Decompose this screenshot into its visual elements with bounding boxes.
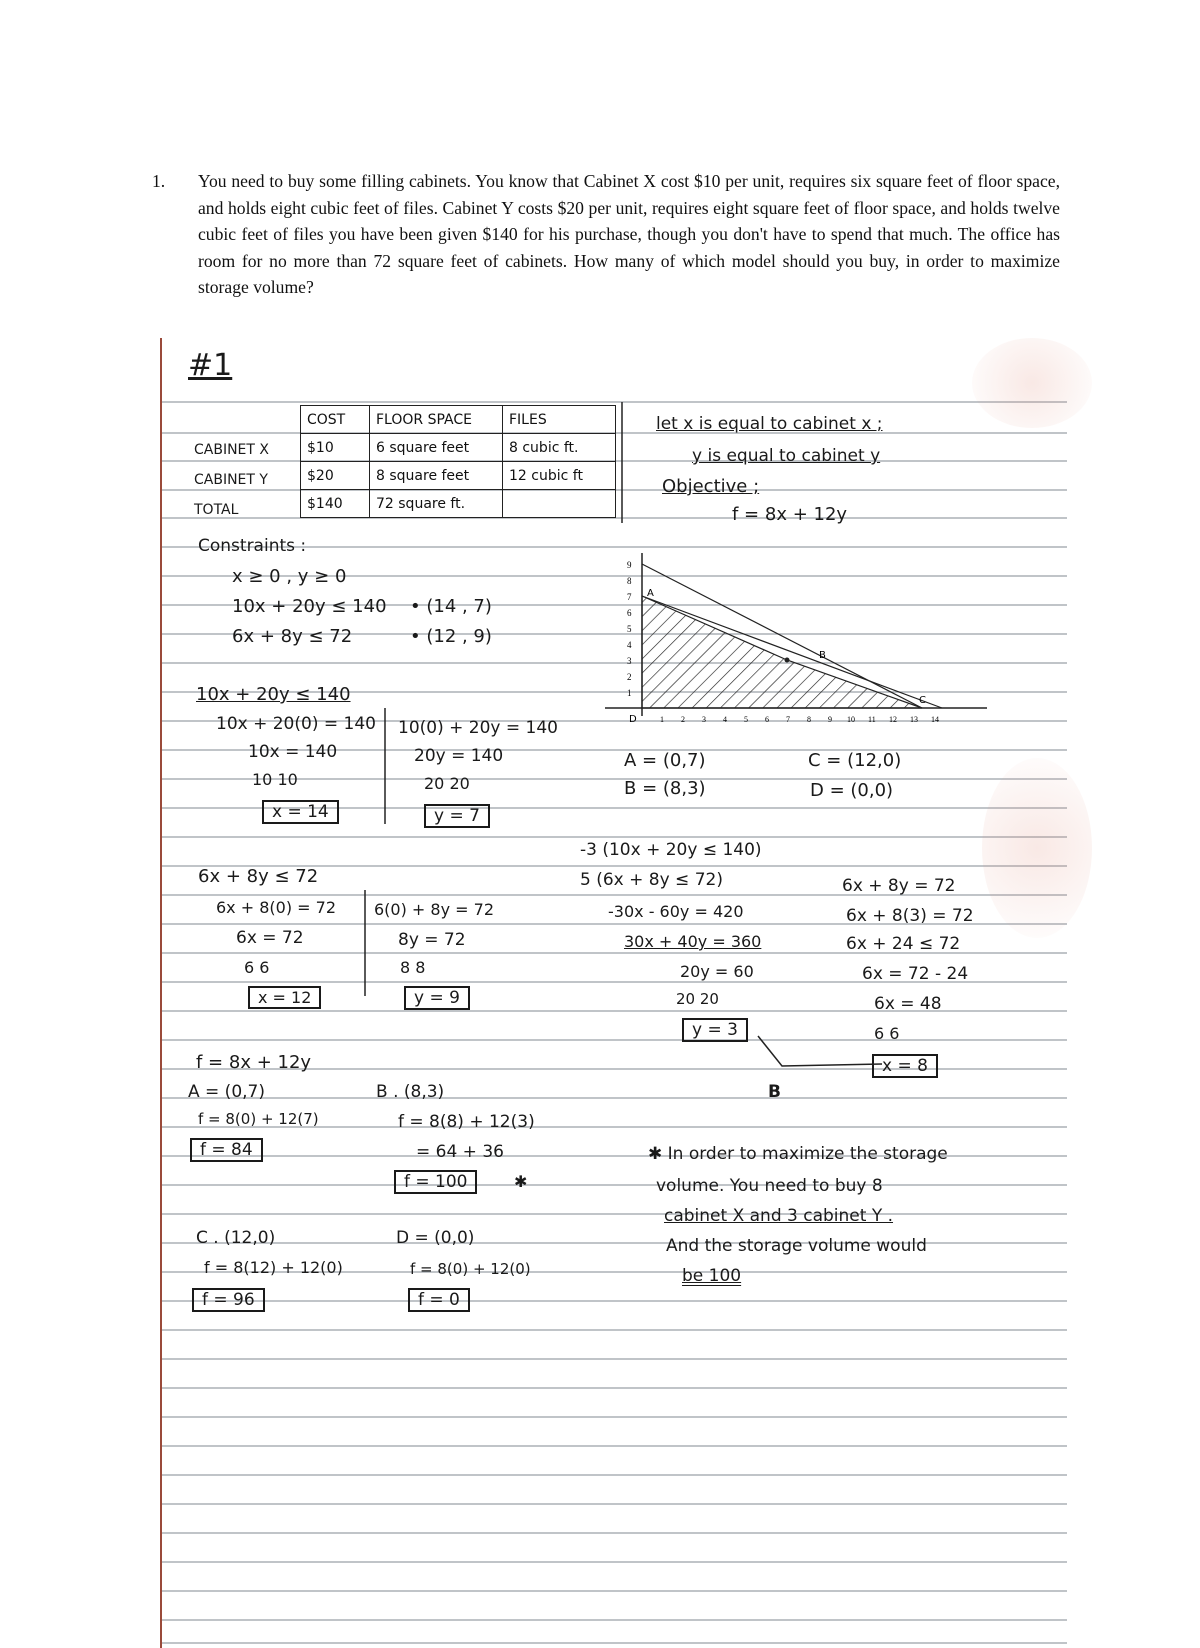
x-tick-label: 11: [868, 715, 876, 724]
eval-a-calc: f = 8(0) + 12(7): [198, 1110, 319, 1128]
problem-number: 1.: [152, 171, 166, 191]
table-header-cell: FILES: [503, 406, 616, 434]
table-row: [301, 434, 616, 462]
table-cell: 8 cubic ft.: [503, 434, 616, 462]
substitution-step: 6x + 24 ≤ 72: [846, 934, 961, 954]
constraints-label: Constraints :: [198, 536, 307, 556]
table-row-label: CABINET X: [194, 442, 269, 458]
conclusion-line: cabinet X and 3 cabinet Y .: [664, 1206, 894, 1226]
eval-d-result: f = 0: [408, 1288, 470, 1312]
x-tick-label: 4: [723, 715, 727, 724]
objective-function: f = 8x + 12y: [732, 504, 848, 525]
conclusion-line: be 100: [682, 1266, 742, 1286]
solve-space-result: y = 9: [404, 986, 470, 1010]
y-tick-label: 6: [627, 608, 632, 618]
solve-divider: [362, 890, 372, 1000]
elimination-step: 20y = 60: [680, 962, 754, 981]
feasible-region: [642, 596, 922, 708]
table-cell: 12 cubic ft: [503, 462, 616, 490]
vertex-c-label: C: [919, 695, 926, 706]
table-cell: [503, 490, 616, 518]
eval-b-result: f = 100: [394, 1170, 477, 1194]
substitution-step: 6x + 8y = 72: [842, 876, 956, 896]
y-tick-label: 4: [627, 640, 632, 650]
intersection-label: B: [768, 1082, 781, 1102]
eval-c-point: C . (12,0): [196, 1228, 276, 1248]
vertex-b-point: [785, 658, 790, 663]
definition-x: let x is equal to cabinet x ;: [656, 414, 883, 434]
table-cell: 72 square ft.: [370, 490, 503, 518]
table-row: [301, 490, 616, 518]
y-tick-label: 9: [627, 560, 632, 570]
table-row: [301, 462, 616, 490]
conclusion-line: volume. You need to buy 8: [656, 1176, 883, 1196]
intercept-point: • (12 , 9): [410, 626, 492, 647]
vertex-b-label: B: [819, 650, 826, 661]
substitution-step: 6x + 8(3) = 72: [846, 906, 974, 926]
table-cell: 6 square feet: [370, 434, 503, 462]
problem-text: You need to buy some filling cabinets. You know that Cabinet X cost $10 per unit, requires six square feet of floor space, and holds eight cubic feet of files. Cabinet Y costs $20 per unit, requires eight square feet of floor space, and holds twelve cubic feet of files you have been given $140 for his purchase, though you don't have to spend that much. The office has room for no more than 72 square feet of cabinets. How many of which model should you buy, in order to maximize storage volume?: [198, 171, 1060, 298]
objective-label: Objective ;: [662, 476, 760, 497]
eval-c-calc: f = 8(12) + 12(0): [204, 1258, 343, 1277]
constraint-budget: 10x + 20y ≤ 140: [232, 596, 387, 617]
elimination-step: 5 (6x + 8y ≤ 72): [580, 870, 723, 890]
solve-space-title: 6x + 8y ≤ 72: [198, 866, 319, 887]
substitution-step: 6x = 72 - 24: [862, 964, 969, 984]
elimination-step: -30x - 60y = 420: [608, 902, 744, 921]
vertex-d: D = (0,0): [810, 780, 894, 801]
eval-d-point: D = (0,0): [396, 1228, 475, 1248]
origin-label: D: [629, 714, 637, 725]
paper-stain: [982, 758, 1092, 938]
eval-d-calc: f = 8(0) + 12(0): [410, 1260, 531, 1278]
eval-b-calc: f = 8(8) + 12(3): [398, 1112, 535, 1132]
x-tick-label: 7: [786, 715, 790, 724]
solve-space-result: x = 12: [248, 986, 321, 1009]
x-tick-label: 1: [660, 715, 664, 724]
x-tick-label: 5: [744, 715, 748, 724]
table-cell: $20: [301, 462, 370, 490]
solve-budget-step: 10(0) + 20y = 140: [398, 718, 558, 738]
vertex-a: A = (0,7): [624, 750, 706, 771]
constraint-nonneg: x ≥ 0 , y ≥ 0: [232, 566, 347, 587]
x-tick-label: 12: [889, 715, 897, 724]
elimination-step: 30x + 40y = 360: [624, 932, 762, 951]
conclusion-line: ✱ In order to maximize the storage: [648, 1144, 948, 1164]
solve-space-step: 8y = 72: [398, 930, 466, 950]
table-cell: 8 square feet: [370, 462, 503, 490]
notebook-page: [160, 338, 1067, 1648]
solve-divider: [382, 708, 392, 828]
substitution-step: 6x = 48: [874, 994, 942, 1014]
y-tick-label: 8: [627, 576, 632, 586]
substitution-result: x = 8: [872, 1054, 938, 1078]
substitution-step: 6 6: [874, 1024, 900, 1043]
table-row-label: CABINET Y: [194, 472, 268, 488]
eval-a-result: f = 84: [190, 1138, 263, 1162]
solve-budget-step: 10x = 140: [248, 742, 338, 762]
x-tick-label: 9: [828, 715, 832, 724]
y-tick-label: 3: [627, 656, 632, 666]
elimination-result: y = 3: [682, 1018, 748, 1042]
intersection-connector: [754, 1030, 894, 1070]
feasible-region-graph: [597, 548, 997, 728]
vertex-b: B = (8,3): [624, 778, 706, 799]
vertex-c: C = (12,0): [808, 750, 902, 771]
max-star-icon: ✱: [514, 1172, 528, 1191]
solve-space-step: 8 8: [400, 958, 426, 977]
y-tick-label: 7: [627, 592, 632, 602]
conclusion-line: And the storage volume would: [666, 1236, 927, 1256]
table-header-row: [301, 406, 616, 434]
solve-space-step: 6x = 72: [236, 928, 304, 948]
x-tick-label: 10: [847, 715, 855, 724]
solve-budget-step: 10x + 20(0) = 140: [216, 714, 376, 734]
solve-budget-step: 20y = 140: [414, 746, 504, 766]
table-cell: $10: [301, 434, 370, 462]
solve-budget-result: y = 7: [424, 804, 490, 828]
x-tick-label: 13: [910, 715, 918, 724]
table-row-label: TOTAL: [194, 502, 239, 518]
solve-budget-title: 10x + 20y ≤ 140: [196, 684, 351, 705]
x-tick-label: 2: [681, 715, 685, 724]
elimination-step: -3 (10x + 20y ≤ 140): [580, 840, 762, 860]
eval-b-mid: = 64 + 36: [416, 1142, 504, 1162]
y-tick-label: 2: [627, 672, 632, 682]
table-header-cell: COST: [301, 406, 370, 434]
intercept-point: • (14 , 7): [410, 596, 492, 617]
elimination-step: 20 20: [676, 990, 719, 1008]
y-tick-label: 1: [627, 688, 632, 698]
solve-space-step: 6(0) + 8y = 72: [374, 900, 495, 919]
paper-stain: [972, 338, 1092, 428]
data-table: [300, 405, 616, 518]
solve-budget-result: x = 14: [262, 800, 339, 824]
definition-y: y is equal to cabinet y: [692, 446, 881, 466]
constraint-space: 6x + 8y ≤ 72: [232, 626, 353, 647]
notes-heading: #1: [188, 348, 233, 383]
y-tick-label: 5: [627, 624, 632, 634]
solve-budget-step: 10 10: [252, 770, 298, 789]
table-cell: $140: [301, 490, 370, 518]
objective-restated: f = 8x + 12y: [196, 1052, 312, 1073]
table-header-cell: FLOOR SPACE: [370, 406, 503, 434]
x-tick-label: 6: [765, 715, 769, 724]
solve-space-step: 6x + 8(0) = 72: [216, 898, 337, 917]
x-tick-label: 14: [931, 715, 939, 724]
x-tick-label: 8: [807, 715, 811, 724]
x-tick-label: 3: [702, 715, 706, 724]
vertex-a-label: A: [647, 588, 654, 599]
eval-a-point: A = (0,7): [188, 1082, 265, 1102]
eval-c-result: f = 96: [192, 1288, 265, 1312]
eval-b-point: B . (8,3): [376, 1082, 445, 1102]
solve-budget-step: 20 20: [424, 774, 470, 793]
solve-space-step: 6 6: [244, 958, 270, 977]
